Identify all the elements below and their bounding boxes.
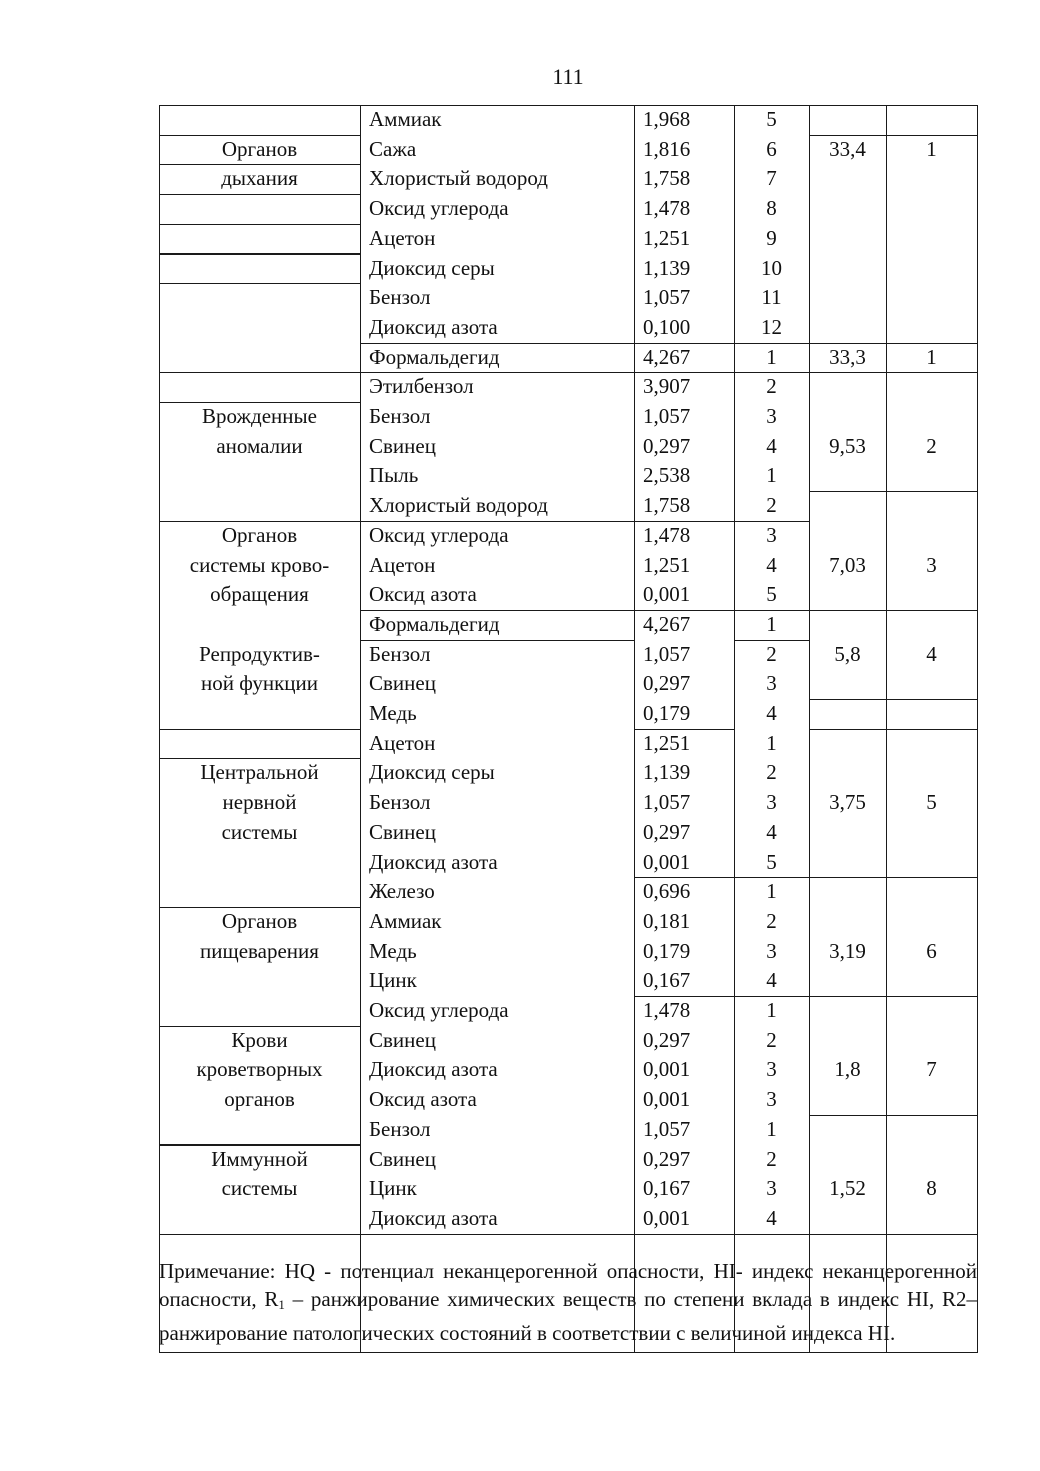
substance-name: Формальдегид	[369, 611, 500, 636]
organ-system-label: пищеварения	[200, 938, 319, 963]
r1-rank: 5	[766, 849, 777, 874]
substance-name: Цинк	[369, 968, 417, 993]
substance-name: Ацетон	[369, 730, 436, 755]
hq-value: 3,907	[643, 374, 691, 399]
organ-system-label: Органов	[221, 136, 298, 161]
hi-value: 1,8	[834, 1057, 861, 1082]
hq-value: 0,001	[643, 849, 691, 874]
r1-rank: 6	[766, 136, 777, 161]
r1-rank: 1	[766, 1116, 777, 1141]
hq-value: 0,179	[643, 938, 691, 963]
hq-value: 1,478	[643, 522, 691, 547]
organ-system-label: аномалии	[216, 433, 303, 458]
substance-name: Аммиак	[369, 107, 442, 131]
hq-value: 4,267	[643, 611, 691, 636]
r2-cell	[886, 105, 978, 136]
hq-value: 1,057	[643, 404, 691, 428]
r1-rank: 1	[766, 463, 777, 488]
r1-rank: 12	[761, 314, 782, 339]
r1-rank: 2	[766, 493, 777, 518]
group-label-cell	[159, 194, 361, 225]
hq-value: 2,538	[643, 463, 691, 488]
substance-name: Диоксид азота	[369, 1205, 498, 1230]
hq-value: 0,297	[643, 819, 691, 844]
group-label-cell	[159, 729, 361, 760]
substance-name: Бензол	[369, 404, 431, 428]
r1-rank: 4	[766, 968, 777, 993]
hq-value: 1,139	[643, 760, 691, 785]
group-label-cell	[159, 283, 361, 373]
organ-system-label: Органов	[221, 908, 298, 933]
r1-rank: 1	[766, 730, 777, 755]
r2-rank: 4	[926, 641, 937, 666]
r1-rank: 2	[766, 908, 777, 933]
r1-rank: 1	[766, 344, 777, 369]
substance-name: Свинец	[369, 433, 436, 458]
hq-value: 0,167	[643, 1176, 691, 1201]
hq-value: 1,968	[643, 107, 691, 131]
r1-rank: 4	[766, 1205, 777, 1230]
hq-value: 1,057	[643, 790, 691, 815]
r1-rank: 4	[766, 819, 777, 844]
organ-system-label: кроветворных	[196, 1057, 323, 1082]
note-text-end: – ранжирование химических веществ по степени вклада в индекс HI, R2– ранжирование патологических состояний в соответствии с величиной индекса HI.	[159, 1287, 977, 1345]
r1-rank: 2	[766, 760, 777, 785]
hq-value: 0,001	[643, 1087, 691, 1112]
organ-system-label: нервной	[222, 790, 297, 815]
substance-name: Бензол	[369, 790, 431, 815]
organ-system-label: обращения	[210, 582, 309, 607]
substance-name: Хлористый водород	[369, 166, 548, 191]
hq-value: 1,057	[643, 285, 691, 310]
r2-rank: 2	[926, 433, 937, 458]
hq-value: 1,251	[643, 225, 691, 250]
r1-rank: 3	[766, 671, 777, 696]
substance-name: Оксид азота	[369, 582, 477, 607]
group-label-cell	[159, 105, 361, 136]
r1-rank: 3	[766, 938, 777, 963]
substance-name: Диоксид азота	[369, 849, 498, 874]
hi-value: 5,8	[834, 641, 861, 666]
substance-name: Пыль	[369, 463, 419, 488]
hq-value: 4,267	[643, 344, 691, 369]
r1-rank: 5	[766, 107, 777, 131]
r1-rank: 4	[766, 552, 777, 577]
hq-value: 1,139	[643, 255, 691, 280]
hq-value: 0,297	[643, 1027, 691, 1052]
hq-value: 1,057	[643, 1116, 691, 1141]
substance-name: Этилбензол	[369, 374, 474, 399]
organ-system-label: Репродуктив-	[199, 641, 320, 666]
r2-rank: 1	[926, 136, 937, 161]
hi-value: 33,4	[829, 136, 866, 161]
r1-rank: 1	[766, 879, 777, 904]
substance-name: Диоксид серы	[369, 255, 495, 280]
hq-value: 0,181	[643, 908, 691, 933]
substance-name: Ацетон	[369, 225, 436, 250]
substance-name: Оксид углерода	[369, 998, 509, 1022]
hq-value: 1,478	[643, 196, 691, 221]
group-label-cell	[159, 254, 361, 285]
r1-rank: 3	[766, 1057, 777, 1082]
r1-rank: 3	[766, 1087, 777, 1112]
hq-value: 0,167	[643, 968, 691, 993]
substance-name: Оксид азота	[369, 1087, 477, 1112]
substance-name: Железо	[369, 879, 435, 904]
organ-system-label: Центральной	[200, 760, 319, 785]
hq-value: 1,758	[643, 166, 691, 191]
hq-value: 1,758	[643, 493, 691, 518]
organ-system-label: ной функции	[201, 671, 318, 696]
r1-rank: 3	[766, 790, 777, 815]
substance-name: Свинец	[369, 1146, 436, 1171]
organ-system-label: Крови	[231, 1027, 288, 1052]
hq-value: 1,057	[643, 641, 691, 666]
hq-value: 0,297	[643, 433, 691, 458]
note-subscript: 1	[278, 1297, 285, 1312]
table-note	[159, 1257, 977, 1347]
r2-rank: 5	[926, 790, 937, 815]
note-text-start: Примечание: HQ - потенциал неканцерогенной опасности, HI- индекс неканцерогенной опасности, R	[159, 1259, 977, 1311]
substance-name: Медь	[369, 701, 417, 725]
hq-value: 1,251	[643, 552, 691, 577]
hi-value: 33,3	[829, 344, 866, 369]
substance-name: Диоксид серы	[369, 760, 495, 785]
substance-name: Оксид углерода	[369, 196, 509, 221]
hq-value: 0,297	[643, 1146, 691, 1171]
hi-value: 1,52	[829, 1176, 866, 1201]
organ-system-label: системы	[221, 819, 298, 844]
organ-system-label: Врожденные	[202, 404, 317, 428]
substance-name: Свинец	[369, 819, 436, 844]
substance-name: Свинец	[369, 671, 436, 696]
hi-value: 3,75	[829, 790, 866, 815]
r1-rank: 2	[766, 1146, 777, 1171]
hq-value: 1,251	[643, 730, 691, 755]
r1-rank: 5	[766, 582, 777, 607]
hi-cell	[809, 105, 887, 136]
r1-rank: 10	[761, 255, 782, 280]
organ-system-label: Иммунной	[211, 1146, 308, 1171]
r2-rank: 1	[926, 344, 937, 369]
r1-rank: 8	[766, 196, 777, 221]
r1-rank: 7	[766, 166, 777, 191]
r1-rank: 2	[766, 641, 777, 666]
r1-rank: 2	[766, 374, 777, 399]
group-label-cell	[159, 372, 361, 403]
r1-rank: 1	[766, 611, 777, 636]
hq-value: 0,179	[643, 701, 691, 725]
r2-cell	[886, 699, 978, 730]
r1-rank: 9	[766, 225, 777, 250]
hq-value: 0,001	[643, 1205, 691, 1230]
organ-system-label: органов	[224, 1087, 295, 1112]
substance-name: Формальдегид	[369, 344, 500, 369]
substance-name: Бензол	[369, 641, 431, 666]
organ-system-label: дыхания	[221, 166, 298, 191]
hq-value: 1,816	[643, 136, 691, 161]
hq-value: 1,478	[643, 998, 691, 1022]
substance-name: Бензол	[369, 285, 431, 310]
r2-rank: 6	[926, 938, 937, 963]
substance-name: Свинец	[369, 1027, 436, 1052]
hi-cell	[809, 699, 887, 730]
substance-name: Оксид углерода	[369, 522, 509, 547]
hi-cell	[809, 135, 887, 344]
organ-system-label: системы	[221, 1176, 298, 1201]
hq-value: 0,001	[643, 1057, 691, 1082]
hi-value: 9,53	[829, 433, 866, 458]
hq-value: 0,297	[643, 671, 691, 696]
page-number: 111	[552, 64, 584, 89]
r2-rank: 7	[926, 1057, 937, 1082]
substance-name: Хлористый водород	[369, 493, 548, 518]
hq-value: 0,696	[643, 879, 691, 904]
substance-name: Цинк	[369, 1176, 417, 1201]
r1-rank: 11	[761, 285, 782, 310]
r1-rank: 1	[766, 998, 777, 1022]
r1-rank: 4	[766, 701, 777, 725]
substance-name: Бензол	[369, 1116, 431, 1141]
r2-rank: 8	[926, 1176, 937, 1201]
substance-name: Ацетон	[369, 552, 436, 577]
substance-name: Диоксид азота	[369, 314, 498, 339]
substance-name: Диоксид азота	[369, 1057, 498, 1082]
hi-value: 7,03	[829, 552, 866, 577]
substance-name: Сажа	[369, 136, 417, 161]
r2-rank: 3	[926, 552, 937, 577]
r2-cell	[886, 135, 978, 344]
r1-rank: 3	[766, 1176, 777, 1201]
hq-value: 0,001	[643, 582, 691, 607]
group-label-cell	[159, 224, 361, 255]
organ-system-label: Органов	[221, 522, 298, 547]
hi-value: 3,19	[829, 938, 866, 963]
r1-rank: 2	[766, 1027, 777, 1052]
r1-rank: 3	[766, 404, 777, 428]
r1-rank: 4	[766, 433, 777, 458]
substance-name: Аммиак	[369, 908, 442, 933]
organ-system-label: системы крово-	[189, 552, 330, 577]
r1-rank: 3	[766, 522, 777, 547]
hq-value: 0,100	[643, 314, 691, 339]
substance-name: Медь	[369, 938, 417, 963]
